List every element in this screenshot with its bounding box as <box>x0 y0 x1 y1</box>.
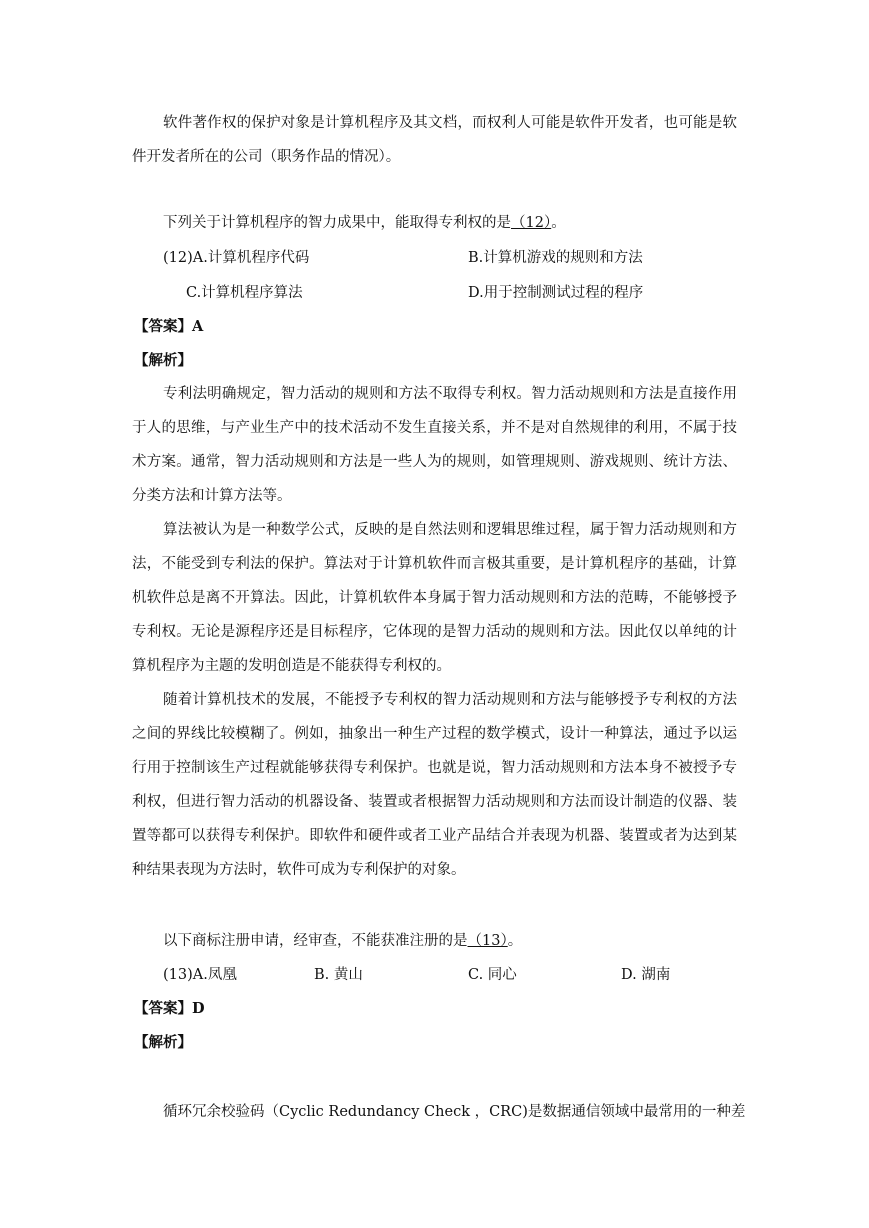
q12-blank: （12） <box>511 215 552 231</box>
q13-stem-end: 。 <box>507 933 523 949</box>
q13-stem <box>163 931 522 951</box>
q13-option-b: B. 黄山 <box>314 967 363 983</box>
q13-answer: 【答案】D <box>134 1000 205 1017</box>
q12-option-c: C.计算机程序算法 <box>186 285 303 301</box>
q12-stem-end: 。 <box>551 215 566 231</box>
crc-paragraph: 循环冗余校验码（Cyclic Redundancy Check ，CRC)是数据通信领域中最常用的一种差 <box>163 1104 746 1120</box>
q12-answer: 【答案】A <box>134 318 204 335</box>
q12-stem-text: 下列关于计算机程序的智力成果中，能取得专利权的是 <box>163 215 511 231</box>
q13-analysis-title: 【解析】 <box>134 1034 192 1051</box>
q13-option-d: D. 湖南 <box>621 967 671 983</box>
q13-blank: （13） <box>467 933 508 949</box>
intro-paragraph: 软件著作权的保护对象是计算机程序及其文档，而权利人可能是软件开发者，也可能是软件开发者所在的公司（职务作品的情况）。 <box>132 115 737 165</box>
q12-analysis-title: 【解析】 <box>134 352 192 369</box>
q12-option-d: D.用于控制测试过程的程序 <box>468 285 644 301</box>
q12-stem <box>163 213 566 233</box>
q12-analysis-paragraph-2: 算法被认为是一种数学公式，反映的是自然法则和逻辑思维过程，属于智力活动规则和方法，不能受到专利法的保护。算法对于计算机软件而言极其重要，是计算机程序的基础，计算机软件总是离不开算法。因此，计算机软件本身属于智力活动规则和方法的范畴，不能够授予专利权。无论是源程序还是目标程序，它体现的是智力活动的规则和方法。因此仅以单纯的计算机程序为主题的发明创造是不能获得专利权的。 <box>132 522 737 674</box>
q12-option-b: B.计算机游戏的规则和方法 <box>468 250 643 266</box>
q12-analysis-paragraph-3: 随着计算机技术的发展，不能授予专利权的智力活动规则和方法与能够授予专利权的方法之间的界线比较模糊了。例如，抽象出一种生产过程的数学模式，设计一种算法，通过予以运行用于控制该生产过程就能够获得专利保护。也就是说，智力活动规则和方法本身不被授予专利权，但进行智力活动的机器设备、装置或者根据智力活动规则和方法而设计制造的仪器、装置等都可以获得专利保护。即软件和硬件或者工业产品结合并表现为机器、装置或者为达到某种结果表现为方法时，软件可成为专利保护的对象。 <box>132 692 737 878</box>
q12-analysis-paragraph-1: 专利法明确规定，智力活动的规则和方法不取得专利权。智力活动规则和方法是直接作用于人的思维，与产业生产中的技术活动不发生直接关系，并不是对自然规律的利用，不属于技术方案。通常，智力活动规则和方法是一些人为的规则，如管理规则、游戏规则、统计方法、分类方法和计算方法等。 <box>132 386 737 504</box>
q13-option-c: C. 同心 <box>468 967 517 983</box>
q12-option-a: (12)A.计算机程序代码 <box>163 250 310 266</box>
q13-stem-text: 以下商标注册申请，经审查，不能获准注册的是 <box>163 933 468 949</box>
q13-option-a: (13)A.凤凰 <box>163 967 237 983</box>
